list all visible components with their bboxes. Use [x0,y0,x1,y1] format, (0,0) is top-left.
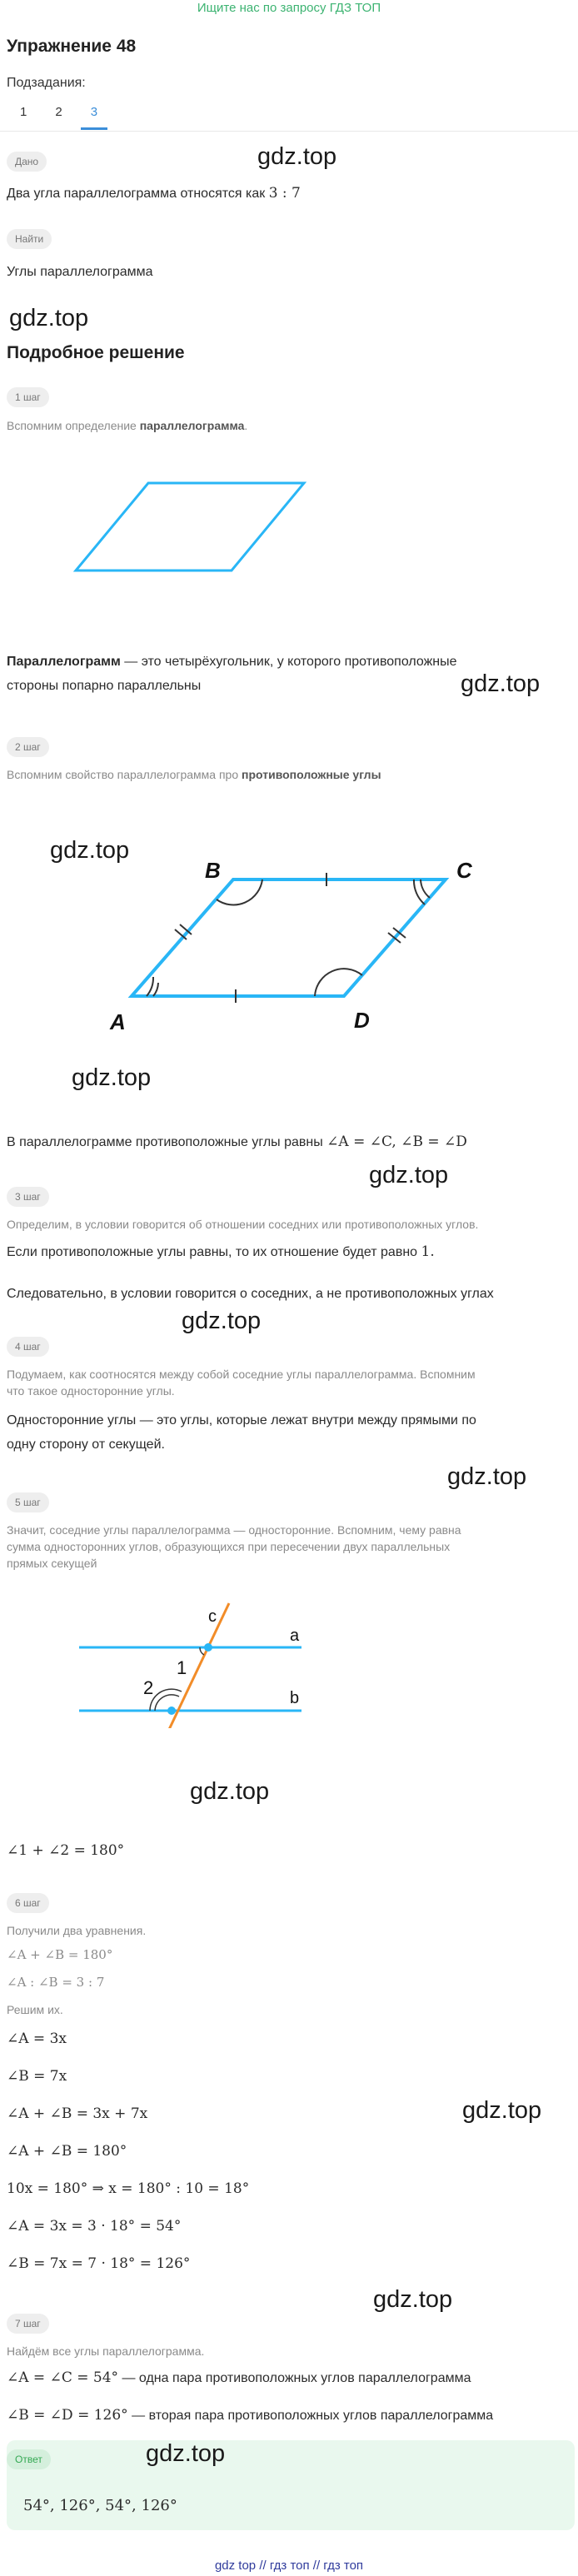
step-5-line-3: прямых секущей [7,1557,97,1570]
step-3-one: 1. [421,1243,435,1260]
step-2-pill: 2 шаг [7,737,49,757]
solution-title: Подробное решение [7,343,185,362]
solve-label: Решим их. [7,2003,63,2016]
step-1-pill: 1 шаг [7,387,49,407]
given-ratio: 3 : 7 [268,185,301,202]
label-d: D [354,1008,370,1033]
subtask-tabs [10,100,116,130]
label-a: A [110,1009,126,1034]
abcd-shape [132,879,446,996]
step-5-line-2: сумма односторонних углов, образующихся при пересечении двух параллельных [7,1540,451,1553]
step-2-prefix: Вспомним свойство параллелограмма про [7,768,239,781]
parallelogram-shape [76,483,304,571]
label-b: b [290,1689,300,1707]
definition-text [7,650,457,698]
tab-1[interactable]: 1 [20,105,27,119]
watermark: gdz.top [373,2286,453,2313]
step-3-line-1: Определим, в условии говорится об отношении соседних или противоположных углов. [7,1218,479,1231]
step-5-pill: 5 шаг [7,1492,49,1512]
watermark: gdz.top [190,1778,270,1805]
watermark: gdz.top [146,2440,226,2467]
equation-2: ∠A : ∠B = 3 : 7 [7,1975,105,1990]
parallelogram-abcd-figure [100,841,500,1037]
step-3-line-3: Следовательно, в условии говорится о соседних, а не противоположных углах [7,1287,494,1301]
given-text-label: Два угла параллелограмма относятся как [7,187,266,201]
footer-separator: // [312,2559,321,2573]
given-pill: Дано [7,152,47,172]
watermark: gdz.top [257,143,337,170]
step-4-definition [7,1408,476,1457]
footer-link-3[interactable]: гдз топ [323,2559,364,2573]
solve-line-1: ∠A = 3x [7,2030,67,2047]
watermark: gdz.top [462,2097,542,2124]
solve-line-6: ∠A = 3x = 3 · 18° = 54° [7,2218,182,2235]
intersection-1 [204,1643,212,1652]
watermark: gdz.top [9,305,89,331]
solve-line-5: 10x = 180° ⇒ x = 180° : 10 = 18° [7,2180,250,2197]
step-1-text [7,417,247,434]
tabs-divider [0,131,578,132]
answer-value: 54°, 126°, 54°, 126° [23,2497,177,2514]
step-5-text [7,1522,461,1572]
step-2-bold: противоположные углы [242,768,381,781]
solve-line-2: ∠B = 7x [7,2068,67,2085]
step-2-text [7,766,381,783]
label-c: c [208,1607,217,1626]
step-3-line-2-text: Если противоположные углы равны, то их отношение будет равно [7,1245,418,1259]
step-3-line-2 [7,1240,435,1264]
find-text: Углы параллелограмма [7,265,153,279]
watermark: gdz.top [369,1162,449,1188]
parallel-lines-figure [75,1591,325,1728]
step-1-bold: параллелограмма [139,419,245,432]
angle-c-arc [421,879,430,898]
result-2-text: — вторая пара противоположных углов параллелограмма [132,2409,494,2423]
opposite-angles-text [7,1130,467,1154]
footer-link-1[interactable]: gdz top [214,2559,257,2573]
step-7-pill: 7 шаг [7,2314,49,2334]
solve-line-4: ∠A + ∠B = 180° [7,2143,127,2160]
step-6-pill: 6 шаг [7,1893,49,1913]
label-b: B [205,858,221,883]
solve-line-7: ∠B = 7x = 7 · 18° = 126° [7,2255,191,2272]
definition-line-1: — это четырёхугольник, у которого противоположные [120,655,457,669]
opposite-angles-math: ∠A = ∠C, ∠B = ∠D [326,1134,467,1150]
top-banner[interactable]: Ищите нас по запросу ГДЗ ТОП [197,1,381,15]
step-4-pill: 4 шаг [7,1337,49,1357]
tab-3[interactable]: 3 [81,100,107,130]
watermark: gdz.top [72,1064,152,1091]
step-5-line-1: Значит, соседние углы параллелограмма — односторонние. Вспомним, чему равна [7,1523,461,1537]
step-4-def-1: Односторонние углы — это углы, которые лежат внутри между прямыми по [7,1413,476,1428]
result-2-math: ∠B = ∠D = 126° [7,2407,128,2424]
label-a: a [290,1627,300,1645]
step-3-pill: 3 шаг [7,1187,49,1207]
angle-2-arc [155,1695,179,1711]
answer-pill: Ответ [7,2449,51,2469]
step-4-text [7,1366,476,1399]
step-7-intro: Найдём все углы параллелограмма. [7,2344,205,2358]
result-line-1 [7,2366,471,2390]
result-1-math: ∠A = ∠C = 54° [7,2369,119,2386]
given-text [7,182,301,206]
label-angle-1: 1 [177,1657,187,1678]
watermark: gdz.top [461,670,541,697]
definition-bold: Параллелограмм [7,655,121,669]
watermark: gdz.top [50,837,130,864]
angle-a-arc [153,983,158,996]
angle-2-arc-2 [150,1689,182,1711]
subtasks-label: Подзадания: [7,76,86,90]
tab-2[interactable]: 2 [55,105,62,119]
page-title: Упражнение 48 [7,37,137,56]
step-6-intro: Получили два уравнения. [7,1924,147,1937]
label-c: C [456,858,472,883]
angle-c-arc-2 [414,879,425,904]
sum-equation: ∠1 + ∠2 = 180° [7,1842,125,1859]
find-pill: Найти [7,229,52,249]
footer-links [0,2559,578,2573]
result-line-2 [7,2404,493,2428]
solve-line-3: ∠A + ∠B = 3x + 7x [7,2105,148,2122]
watermark: gdz.top [182,1308,262,1334]
label-angle-2: 2 [143,1677,154,1698]
intersection-2 [167,1707,176,1715]
step-4-line-2: что такое односторонние углы. [7,1384,175,1398]
definition-line-2: стороны попарно параллельны [7,679,202,693]
result-1-text: — одна пара противоположных углов параллелограмма [122,2371,471,2385]
parallelogram-figure [67,475,316,583]
watermark: gdz.top [447,1463,527,1490]
step-1-suffix: . [244,419,248,432]
step-4-def-2: одну сторону от секущей. [7,1437,165,1452]
footer-link-2[interactable]: гдз топ [269,2559,310,2573]
equation-1: ∠A + ∠B = 180° [7,1947,113,1962]
opposite-angles-label: В параллелограмме противоположные углы равны [7,1135,323,1149]
step-4-line-1: Подумаем, как соотносятся между собой соседние углы параллелограмма. Вспомним [7,1368,476,1381]
answer-box [7,2440,575,2530]
step-1-prefix: Вспомним определение [7,419,137,432]
footer-separator: // [259,2559,267,2573]
